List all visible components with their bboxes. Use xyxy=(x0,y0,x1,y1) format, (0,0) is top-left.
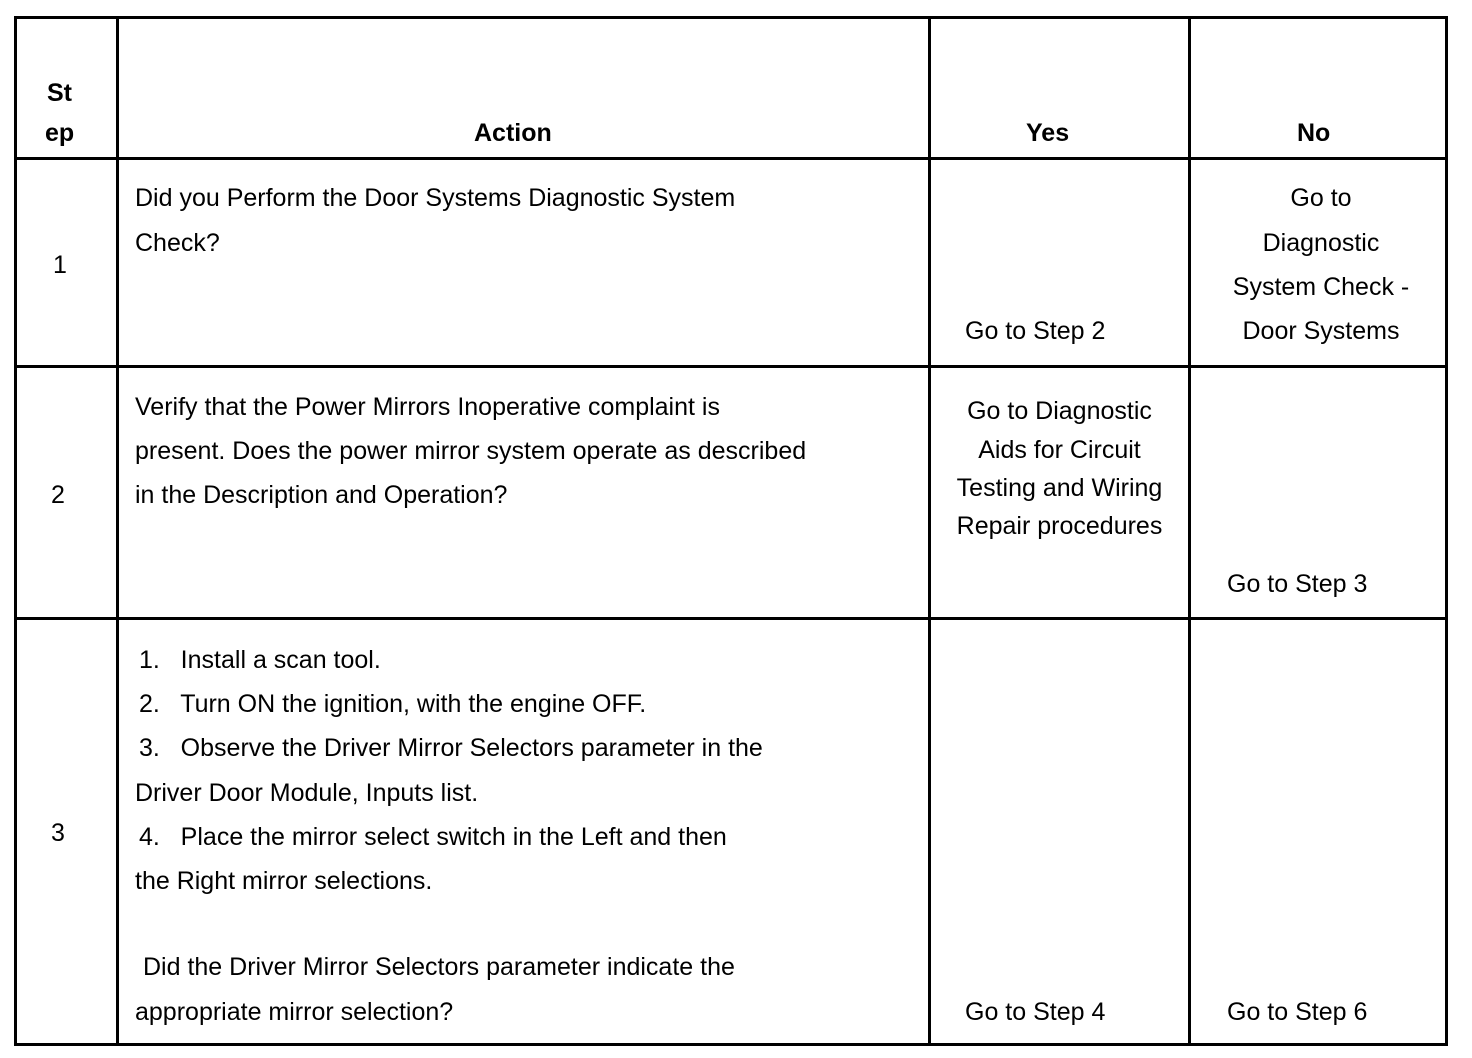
yes-outcome-line: Repair procedures xyxy=(956,512,1163,540)
column-divider xyxy=(116,19,119,1043)
action-line: present. Does the power mirror system operate as described xyxy=(135,437,807,465)
no-outcome-line: Go to xyxy=(1290,184,1352,212)
action-line: Driver Door Module, Inputs list. xyxy=(135,779,479,807)
header-yes: Yes xyxy=(1026,119,1070,147)
yes-outcome-line: Aids for Circuit xyxy=(978,436,1141,464)
header-no: No xyxy=(1297,119,1331,147)
action-line: appropriate mirror selection? xyxy=(135,998,454,1026)
column-divider xyxy=(1188,19,1191,1043)
row-divider xyxy=(17,617,1445,620)
header-step-line1: St xyxy=(47,79,72,107)
no-outcome-line: Diagnostic xyxy=(1262,229,1380,257)
step-number: 3 xyxy=(51,819,65,847)
no-outcome: Go to Step 6 xyxy=(1227,998,1368,1026)
yes-outcome-line: Testing and Wiring xyxy=(956,474,1163,502)
action-line: 4. Place the mirror select switch in the Left and then xyxy=(139,823,727,851)
no-outcome-line: System Check - xyxy=(1232,273,1410,301)
action-line: 3. Observe the Driver Mirror Selectors parameter in the xyxy=(139,734,763,762)
no-outcome: Go to Step 3 xyxy=(1227,570,1368,598)
action-line: 1. Install a scan tool. xyxy=(139,646,381,674)
yes-outcome-line: Go to Diagnostic xyxy=(967,397,1152,425)
step-number: 2 xyxy=(51,481,65,509)
yes-outcome: Go to Step 2 xyxy=(965,317,1106,345)
row-divider xyxy=(17,365,1445,368)
action-line: Did the Driver Mirror Selectors parameter indicate the xyxy=(143,953,735,981)
header-step-line2: ep xyxy=(45,119,75,147)
row-divider xyxy=(17,157,1445,160)
yes-outcome: Go to Step 4 xyxy=(965,998,1106,1026)
step-number: 1 xyxy=(53,251,67,279)
no-outcome-line: Door Systems xyxy=(1242,317,1400,345)
action-line: in the Description and Operation? xyxy=(135,481,508,509)
action-line: Verify that the Power Mirrors Inoperative complaint is xyxy=(135,393,720,421)
diagnostic-table xyxy=(14,16,1448,1046)
header-action: Action xyxy=(474,119,552,147)
action-line: 2. Turn ON the ignition, with the engine OFF. xyxy=(139,690,647,718)
action-line: Check? xyxy=(135,229,220,257)
action-line: the Right mirror selections. xyxy=(135,867,433,895)
action-line: Did you Perform the Door Systems Diagnostic System xyxy=(135,184,736,212)
